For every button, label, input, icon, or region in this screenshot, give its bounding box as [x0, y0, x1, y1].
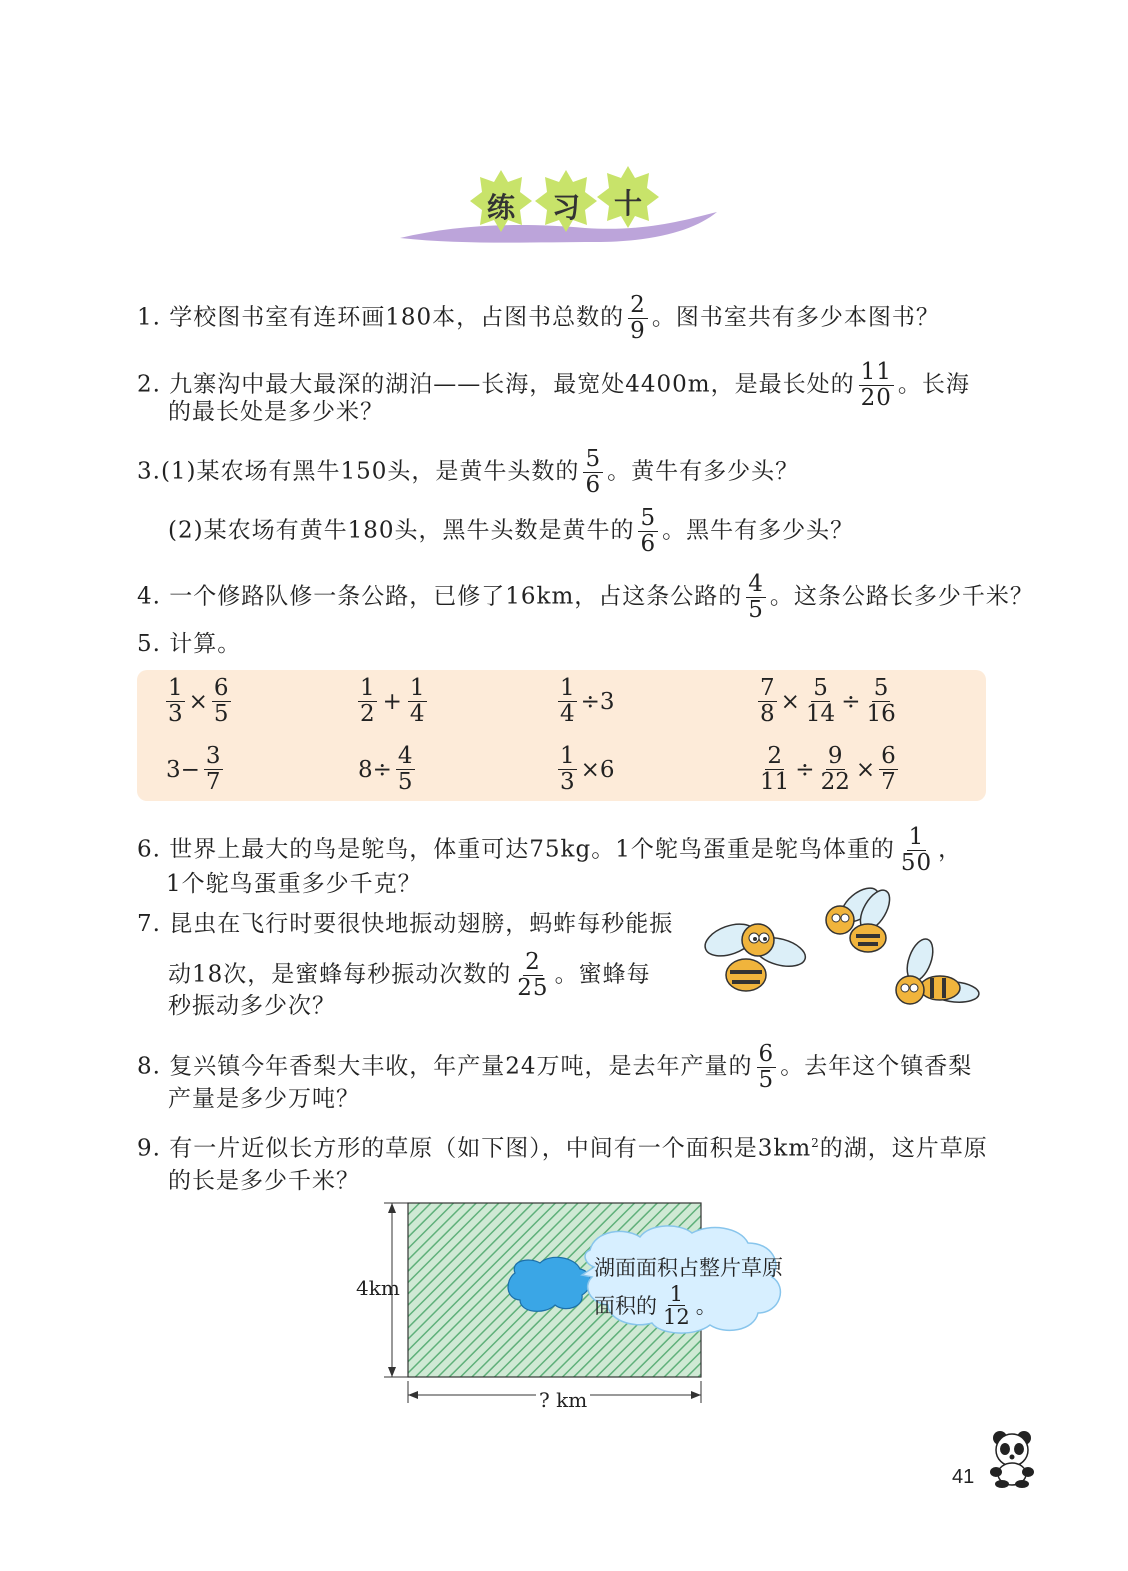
problem-text: 复兴镇今年香梨大丰收，年产量24万吨，是去年产量的: [169, 1053, 753, 1080]
problem-text: 。长海: [897, 371, 970, 398]
problem-text: 九寨沟中最大最深的湖泊——长海，最宽处4400m，是最长处的: [169, 371, 855, 398]
problem-number: 7.: [137, 911, 161, 937]
problem-text: 昆虫在飞行时要很快地振动翅膀，蚂蚱每秒能振: [169, 911, 674, 937]
calc-item: $\frac{1}{3}$ × $\frac{6}{5}$: [168, 675, 229, 727]
panda-icon: [984, 1428, 1040, 1488]
title-char-1: 练: [486, 191, 515, 224]
problem-number: 6.: [137, 836, 161, 863]
problem-number: 9.: [137, 1135, 161, 1162]
problem-7: [137, 908, 673, 940]
problem-9: 9. 有一片近似长方形的草原（如下图），中间有一个面积是$3km^2$的湖，这片草原: [137, 1135, 988, 1162]
cloud-text-line1: 湖面面积占整片草原: [594, 1256, 783, 1280]
problem-text: 。去年这个镇香梨: [780, 1053, 973, 1080]
cloud-text-line2: 面积的 $\frac{1}{12}$ 。: [594, 1282, 717, 1329]
lake-shape: [508, 1257, 590, 1311]
problem-text: 世界上最大的鸟是鸵鸟，体重可达75kg。1个鸵鸟蛋重是鸵鸟体重的: [169, 836, 895, 863]
problem-7-line2: 动18次，是蜜蜂每秒振动次数的 $\frac{2}{25}$ 。蜜蜂每: [168, 949, 651, 1001]
problem-text: 。黄牛有多少头？: [607, 458, 800, 485]
problem-text: 一个修路队修一条公路，已修了16km，占这条公路的: [169, 583, 743, 610]
fraction: $\frac{5}{6}$: [585, 446, 602, 498]
problem-number: 1.: [137, 304, 161, 331]
problem-3a: [137, 447, 799, 498]
problem-number: 8.: [137, 1053, 161, 1080]
fraction: $\frac{1}{50}$: [900, 824, 933, 876]
calc-item: $\frac{1}{3}$ ×6: [560, 743, 615, 795]
fraction: $\frac{11}{20}$: [860, 359, 892, 411]
problem-text: 有一片近似长方形的草原（如下图），中间有一个面积是3km: [169, 1135, 812, 1162]
page-number: 41: [952, 1466, 975, 1488]
fraction: $\frac{5}{6}$: [640, 505, 657, 557]
calc-item: 8÷ $\frac{4}{5}$: [358, 743, 413, 795]
problem-text: (1)某农场有黑牛150头，是黄牛头数的: [160, 458, 580, 485]
problem-6-line2: 1个鸵鸟蛋重多少千克？: [166, 871, 422, 897]
fraction: $\frac{2}{9}$: [630, 292, 646, 344]
problem-text: 计算。: [169, 631, 242, 657]
fraction: $\frac{2}{25}$: [517, 949, 549, 1001]
problem-text: ，: [938, 836, 963, 863]
problem-number: 4.: [137, 583, 161, 610]
calc-item: $\frac{1}{2}$ + $\frac{1}{4}$: [360, 675, 425, 727]
fraction: $\frac{6}{5}$: [758, 1041, 775, 1093]
bee-icon: [701, 918, 809, 991]
problem-text: 学校图书室有连环画180本，占图书总数的: [169, 304, 625, 331]
bees-illustration: [700, 880, 985, 1020]
problem-number: 3.: [137, 458, 161, 485]
problem-text: 。黑牛有多少头？: [662, 517, 855, 544]
problem-text: 。这条公路长多少千米？: [769, 583, 1034, 610]
figure-height-label: 4km: [356, 1276, 400, 1300]
figure-width-label: ? km: [536, 1384, 590, 1416]
title-char-3: 十: [613, 187, 642, 220]
calc-item: $\frac{2}{11}$ ÷ $\frac{9}{22}$ × $\frac{6}{7}$: [760, 743, 896, 795]
problem-2-line2: 的最长处是多少米？: [168, 399, 384, 425]
problem-9-line2: 的长是多少千米？: [168, 1168, 360, 1194]
problem-8-line2: 产量是多少万吨？: [168, 1086, 360, 1112]
problem-3b: [168, 506, 854, 557]
title-char-2: 习: [551, 191, 580, 224]
calc-item: $\frac{1}{4}$ ÷3: [560, 675, 615, 727]
problem-7-line3: 秒振动多少次？: [168, 993, 336, 1019]
problem-1: [137, 293, 940, 344]
problem-text: (2)某农场有黄牛180头，黑牛头数是黄牛的: [168, 517, 635, 544]
problem-5: [137, 628, 241, 660]
calc-item: $\frac{7}{8}$ × $\frac{5}{14}$ ÷ $\frac{5}{16}$: [760, 675, 896, 727]
problem-4: [137, 572, 1034, 623]
problem-text: 的湖，这片草原: [819, 1135, 988, 1162]
problem-text: 。图书室共有多少本图书？: [651, 304, 940, 331]
problem-number: 2.: [137, 371, 161, 398]
bee-icon: [896, 936, 980, 1004]
calc-item: 3− $\frac{3}{7}$: [166, 743, 221, 795]
problem-number: 5.: [137, 631, 161, 657]
bee-icon: [826, 882, 896, 952]
fraction: $\frac{4}{5}$: [748, 571, 764, 623]
title-banner: [395, 160, 725, 260]
